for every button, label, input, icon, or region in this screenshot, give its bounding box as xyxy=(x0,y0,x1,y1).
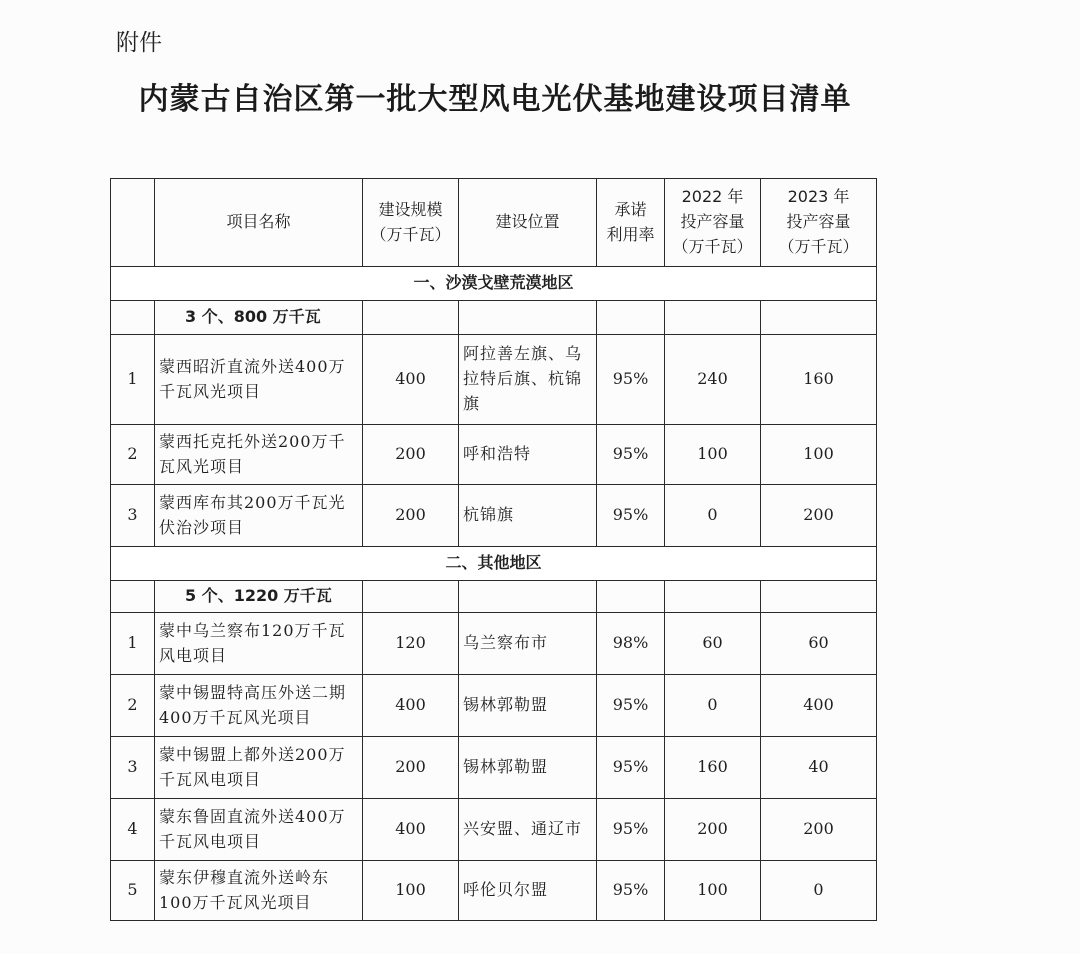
table-row xyxy=(111,425,877,485)
section-row xyxy=(111,267,877,301)
table-row xyxy=(111,861,877,921)
header-rate-line-1: 承诺 xyxy=(614,199,647,219)
table-row xyxy=(111,485,877,547)
project-scale: 400 xyxy=(363,799,459,861)
project-name: 蒙中锡盟特高压外送二期400万千瓦风光项目 xyxy=(155,675,363,737)
empty-cell xyxy=(597,581,665,613)
empty-cell xyxy=(597,301,665,335)
table-row xyxy=(111,799,877,861)
header-location: 建设位置 xyxy=(459,179,597,267)
header-scale-line-1: 建设规模 xyxy=(378,199,443,219)
header-rate-line-2: 利用率 xyxy=(606,224,655,244)
row-number: 1 xyxy=(111,335,155,425)
project-location: 乌兰察布市 xyxy=(459,613,597,675)
group-row xyxy=(111,581,877,613)
empty-cell xyxy=(363,301,459,335)
project-scale: 400 xyxy=(363,335,459,425)
row-number: 1 xyxy=(111,613,155,675)
attachment-label: 附件 xyxy=(116,30,162,56)
project-name: 蒙西昭沂直流外送400万千瓦风光项目 xyxy=(155,335,363,425)
capacity-2023: 0 xyxy=(761,861,877,921)
empty-cell xyxy=(761,301,877,335)
table-row xyxy=(111,737,877,799)
project-list-table xyxy=(110,178,877,921)
capacity-2022: 100 xyxy=(665,861,761,921)
capacity-2022: 100 xyxy=(665,425,761,485)
capacity-2022: 240 xyxy=(665,335,761,425)
capacity-2022: 0 xyxy=(665,485,761,547)
project-name: 蒙东鲁固直流外送400万千瓦风电项目 xyxy=(155,799,363,861)
section-title: 一、沙漠戈壁荒漠地区 xyxy=(111,267,877,301)
group-label: 3 个、800 万千瓦 xyxy=(155,301,363,335)
utilization-rate: 95% xyxy=(597,737,665,799)
row-number: 4 xyxy=(111,799,155,861)
project-name: 蒙西库布其200万千瓦光伏治沙项目 xyxy=(155,485,363,547)
project-scale: 400 xyxy=(363,675,459,737)
project-scale: 200 xyxy=(363,485,459,547)
project-location: 呼和浩特 xyxy=(459,425,597,485)
project-location: 杭锦旗 xyxy=(459,485,597,547)
capacity-2023: 100 xyxy=(761,425,877,485)
project-location: 兴安盟、通辽市 xyxy=(459,799,597,861)
table-row xyxy=(111,613,877,675)
section-title: 二、其他地区 xyxy=(111,547,877,581)
table-header-row xyxy=(111,179,877,267)
capacity-2023: 160 xyxy=(761,335,877,425)
header-cap2022 xyxy=(665,179,761,267)
utilization-rate: 95% xyxy=(597,799,665,861)
section-row xyxy=(111,547,877,581)
header-cap2022-line-1: 2022 年 xyxy=(681,187,744,207)
empty-cell xyxy=(459,581,597,613)
utilization-rate: 95% xyxy=(597,485,665,547)
project-name: 蒙东伊穆直流外送岭东100万千瓦风光项目 xyxy=(155,861,363,921)
capacity-2023: 200 xyxy=(761,799,877,861)
header-scale-line-2: （万千瓦） xyxy=(370,224,451,244)
capacity-2022: 0 xyxy=(665,675,761,737)
utilization-rate: 95% xyxy=(597,675,665,737)
header-cap2023-line-3: （万千瓦） xyxy=(778,236,859,256)
group-label: 5 个、1220 万千瓦 xyxy=(155,581,363,613)
header-rate xyxy=(597,179,665,267)
row-number: 2 xyxy=(111,675,155,737)
row-number: 5 xyxy=(111,861,155,921)
project-location: 呼伦贝尔盟 xyxy=(459,861,597,921)
empty-cell xyxy=(761,581,877,613)
table-row xyxy=(111,335,877,425)
empty-cell xyxy=(665,301,761,335)
empty-cell xyxy=(363,581,459,613)
table-row xyxy=(111,675,877,737)
header-name: 项目名称 xyxy=(155,179,363,267)
header-cap2022-line-3: （万千瓦） xyxy=(672,236,753,256)
capacity-2023: 200 xyxy=(761,485,877,547)
project-location: 锡林郭勒盟 xyxy=(459,737,597,799)
capacity-2023: 40 xyxy=(761,737,877,799)
project-scale: 100 xyxy=(363,861,459,921)
capacity-2023: 60 xyxy=(761,613,877,675)
utilization-rate: 95% xyxy=(597,335,665,425)
header-cap2023 xyxy=(761,179,877,267)
empty-cell xyxy=(459,301,597,335)
capacity-2022: 160 xyxy=(665,737,761,799)
project-location: 阿拉善左旗、乌拉特后旗、杭锦旗 xyxy=(459,335,597,425)
header-cap2023-line-1: 2023 年 xyxy=(787,187,850,207)
row-number: 2 xyxy=(111,425,155,485)
capacity-2022: 60 xyxy=(665,613,761,675)
project-name: 蒙西托克托外送200万千瓦风光项目 xyxy=(155,425,363,485)
project-location: 锡林郭勒盟 xyxy=(459,675,597,737)
capacity-2022: 200 xyxy=(665,799,761,861)
group-index-cell xyxy=(111,301,155,335)
header-scale xyxy=(363,179,459,267)
project-name: 蒙中锡盟上都外送200万千瓦风电项目 xyxy=(155,737,363,799)
project-name: 蒙中乌兰察布120万千瓦风电项目 xyxy=(155,613,363,675)
row-number: 3 xyxy=(111,737,155,799)
group-row xyxy=(111,301,877,335)
project-scale: 200 xyxy=(363,737,459,799)
header-cap2022-line-2: 投产容量 xyxy=(680,212,745,232)
utilization-rate: 98% xyxy=(597,613,665,675)
header-cap2023-line-2: 投产容量 xyxy=(786,212,851,232)
project-scale: 200 xyxy=(363,425,459,485)
document-title: 内蒙古自治区第一批大型风电光伏基地建设项目清单 xyxy=(138,82,852,117)
empty-cell xyxy=(665,581,761,613)
group-index-cell xyxy=(111,581,155,613)
capacity-2023: 400 xyxy=(761,675,877,737)
project-scale: 120 xyxy=(363,613,459,675)
header-index xyxy=(111,179,155,267)
utilization-rate: 95% xyxy=(597,425,665,485)
utilization-rate: 95% xyxy=(597,861,665,921)
row-number: 3 xyxy=(111,485,155,547)
